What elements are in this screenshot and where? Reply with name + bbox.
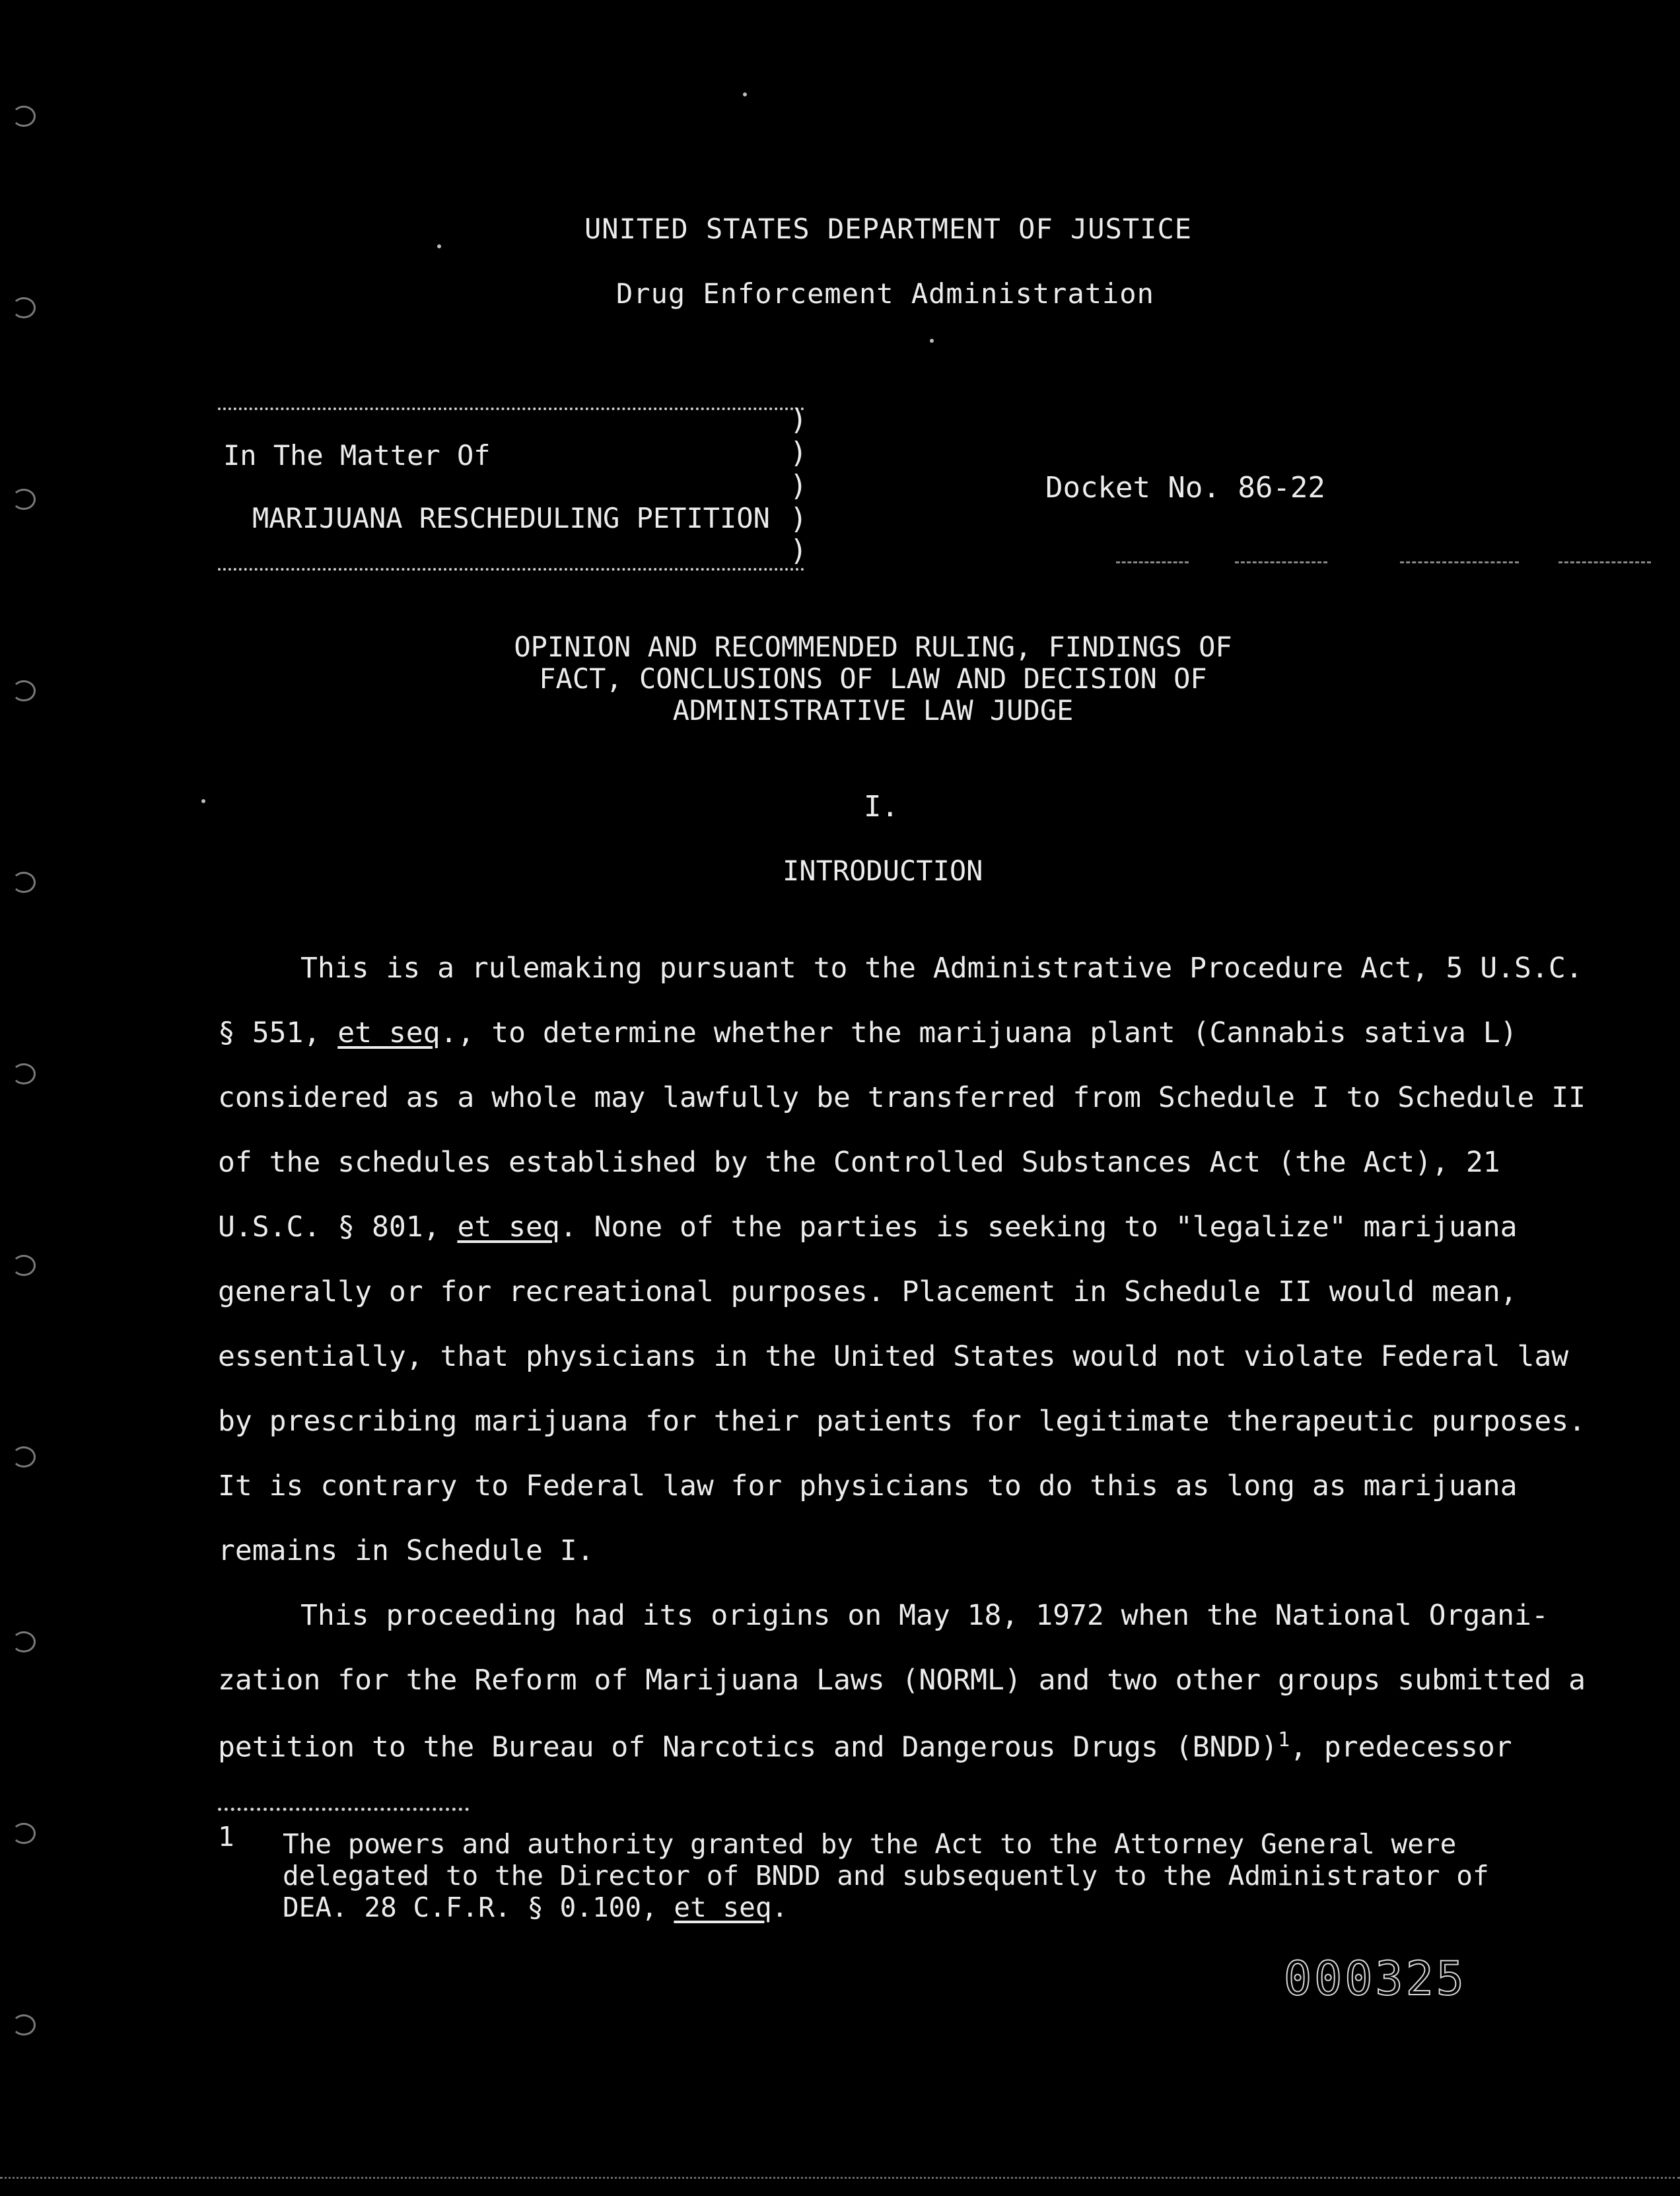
scan-artifact-line — [1235, 561, 1327, 563]
body-text-line: U.S.C. § 801, et seq. None of the parties is seeking to "legalize" marijuana — [218, 1211, 1518, 1244]
scan-artifact-line — [1116, 561, 1189, 563]
body-text-line: generally or for recreational purposes. Placement in Schedule II would mean, — [218, 1275, 1518, 1308]
matter-label: In The Matter Of — [223, 439, 491, 472]
scan-artifact-line — [1400, 561, 1519, 563]
binder-hole-mark — [12, 872, 36, 893]
document-title-line: FACT, CONCLUSIONS OF LAW AND DECISION OF — [539, 662, 1207, 695]
scan-speck — [743, 92, 747, 96]
binder-hole-mark — [12, 1823, 36, 1844]
footnote-text-line: The powers and authority granted by the Act to the Attorney General were — [283, 1828, 1457, 1860]
binder-hole-mark — [12, 297, 36, 318]
citation-et-seq: et seq — [337, 1016, 440, 1049]
binder-hole-mark — [12, 489, 36, 510]
body-text-line: remains in Schedule I. — [218, 1534, 594, 1567]
caption-paren: ) — [790, 469, 808, 503]
footnote-reference: 1 — [1278, 1728, 1290, 1752]
matter-name: MARIJUANA RESCHEDULING PETITION — [252, 502, 770, 534]
body-text-line: petition to the Bureau of Narcotics and Dangerous Drugs (BNDD)$^1$, predecessor — [218, 1728, 1512, 1764]
binder-hole-mark — [12, 2014, 36, 2036]
scan-speck — [201, 799, 205, 803]
caption-paren: ) — [790, 403, 808, 437]
body-text-line: This is a rulemaking pursuant to the Administrative Procedure Act, 5 U.S.C. — [300, 952, 1583, 985]
footnote-rule — [218, 1808, 469, 1811]
binder-hole-mark — [12, 1446, 36, 1468]
scan-bottom-edge — [0, 2177, 1680, 2179]
section-heading: INTRODUCTION — [783, 855, 983, 887]
caption-top-rule — [218, 407, 804, 410]
footnote-marker: 1 — [218, 1821, 234, 1853]
document-title-line: ADMINISTRATIVE LAW JUDGE — [672, 694, 1074, 726]
scan-speck — [930, 339, 934, 343]
body-text-line: of the schedules established by the Controlled Substances Act (the Act), 21 — [218, 1146, 1500, 1179]
citation-et-seq: et seq — [457, 1211, 560, 1244]
docket-number: Docket No. 86-22 — [1045, 471, 1325, 505]
scan-speck — [437, 244, 441, 248]
binder-hole-mark — [12, 1063, 36, 1084]
footnote-text-line: delegated to the Director of BNDD and subsequently to the Administrator of — [283, 1860, 1489, 1892]
caption-bottom-rule — [218, 568, 804, 571]
caption-paren: ) — [790, 502, 808, 536]
binder-hole-mark — [12, 106, 36, 127]
document-title-line: OPINION AND RECOMMENDED RULING, FINDINGS OF — [514, 631, 1232, 663]
binder-hole-mark — [12, 1631, 36, 1652]
footnote-text-line: DEA. 28 C.F.R. § 0.100, et seq. — [283, 1892, 788, 1923]
citation-et-seq: et seq — [674, 1892, 772, 1923]
body-text-line: It is contrary to Federal law for physicians to do this as long as marijuana — [218, 1470, 1518, 1503]
agency-name: UNITED STATES DEPARTMENT OF JUSTICE — [584, 213, 1193, 245]
body-text-line: essentially, that physicians in the United States would not violate Federal law — [218, 1340, 1569, 1373]
caption-paren: ) — [790, 436, 808, 470]
body-text-line: by prescribing marijuana for their patients for legitimate therapeutic purposes. — [218, 1405, 1586, 1438]
body-text-line: This proceeding had its origins on May 18, 1972 when the National Organi- — [300, 1599, 1549, 1632]
sub-agency-name: Drug Enforcement Administration — [616, 277, 1154, 310]
section-number: I. — [864, 790, 899, 824]
body-text-line: zation for the Reform of Marijuana Laws (NORML) and two other groups submitted a — [218, 1664, 1586, 1697]
body-text-line: considered as a whole may lawfully be transferred from Schedule I to Schedule II — [218, 1081, 1586, 1114]
page-number-stamp: 000325 — [1284, 1952, 1467, 2006]
binder-hole-mark — [12, 680, 36, 701]
binder-hole-mark — [12, 1255, 36, 1276]
body-text-line: § 551, et seq., to determine whether the marijuana plant (Cannabis sativa L) — [218, 1016, 1518, 1049]
caption-paren: ) — [790, 534, 808, 567]
scan-artifact-line — [1558, 561, 1651, 563]
